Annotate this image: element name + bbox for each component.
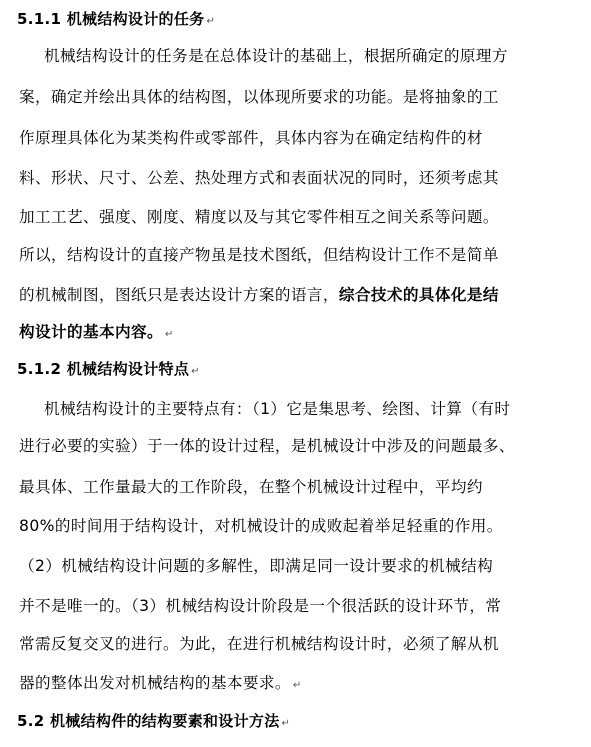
heading-text: 5.1.2 机械结构设计特点 [17,360,190,378]
body-line: 案，确定并绘出具体的结构图，以体现所要求的功能。是将抽象的工 [19,88,499,106]
heading-text: 5.1.1 机械结构设计的任务 [17,10,205,28]
body-line: 并不是唯一的。（3）机械结构设计阶段是一个很活跃的设计环节，常 [19,597,502,615]
body-line [19,673,302,696]
body-line: 加工工艺、强度、刚度、精度以及与其它零件相互之间关系等问题。 [19,208,499,226]
body-line: 所以，结构设计的直接产物虽是技术图纸，但结构设计工作不是简单 [19,246,499,264]
body-line: 进行必要的实验）于一体的设计过程，是机械设计中涉及的问题最多、 [19,437,515,455]
paragraph-mark-icon: ↵ [191,366,200,377]
paragraph-mark-icon: ↵ [292,680,302,691]
body-line: 作原理具体化为某类构件或零部件，具体内容为在确定结构件的材 [19,129,483,147]
body-line [19,322,174,345]
body-line: 80%的时间用于结构设计，对机械设计的成败起着举足轻重的作用。 [19,517,503,535]
body-line: 机械结构设计的主要特点有：（1）它是集思考、绘图、计算（有时 [44,400,511,418]
body-line [19,285,499,305]
body-line: （2）机械结构设计问题的多解性，即满足同一设计要求的机械结构 [19,557,494,575]
paragraph-mark-icon: ↵ [164,329,174,340]
paragraph-mark-icon: ↵ [206,16,216,27]
paragraph-mark-icon: ↵ [281,718,291,729]
body-text: 器的整体出发对机械结构的基本要求。 [19,674,291,692]
emphasis-text: 构设计的基本内容。 [19,323,163,341]
body-line: 最具体、工作量最大的工作阶段，在整个机械设计过程中，平均约 [19,478,483,496]
body-line: 常需反复交叉的进行。为此，在进行机械结构设计时，必须了解从机 [19,635,499,653]
body-text: 的机械制图，图纸只是表达设计方案的语言， [19,286,339,304]
emphasis-text: 综合技术的具体化是结 [338,286,499,304]
body-line: 料、形状、尺寸、公差、热处理方式和表面状况的同时，还须考虑其 [19,169,499,187]
heading-text: 5.2 机械结构件的结构要素和设计方法 [17,712,280,730]
heading-5-2 [17,711,290,734]
body-line: 机械结构设计的任务是在总体设计的基础上，根据所确定的原理方 [44,47,508,65]
heading-5-1-2 [17,359,200,382]
heading-5-1-1 [17,9,215,32]
